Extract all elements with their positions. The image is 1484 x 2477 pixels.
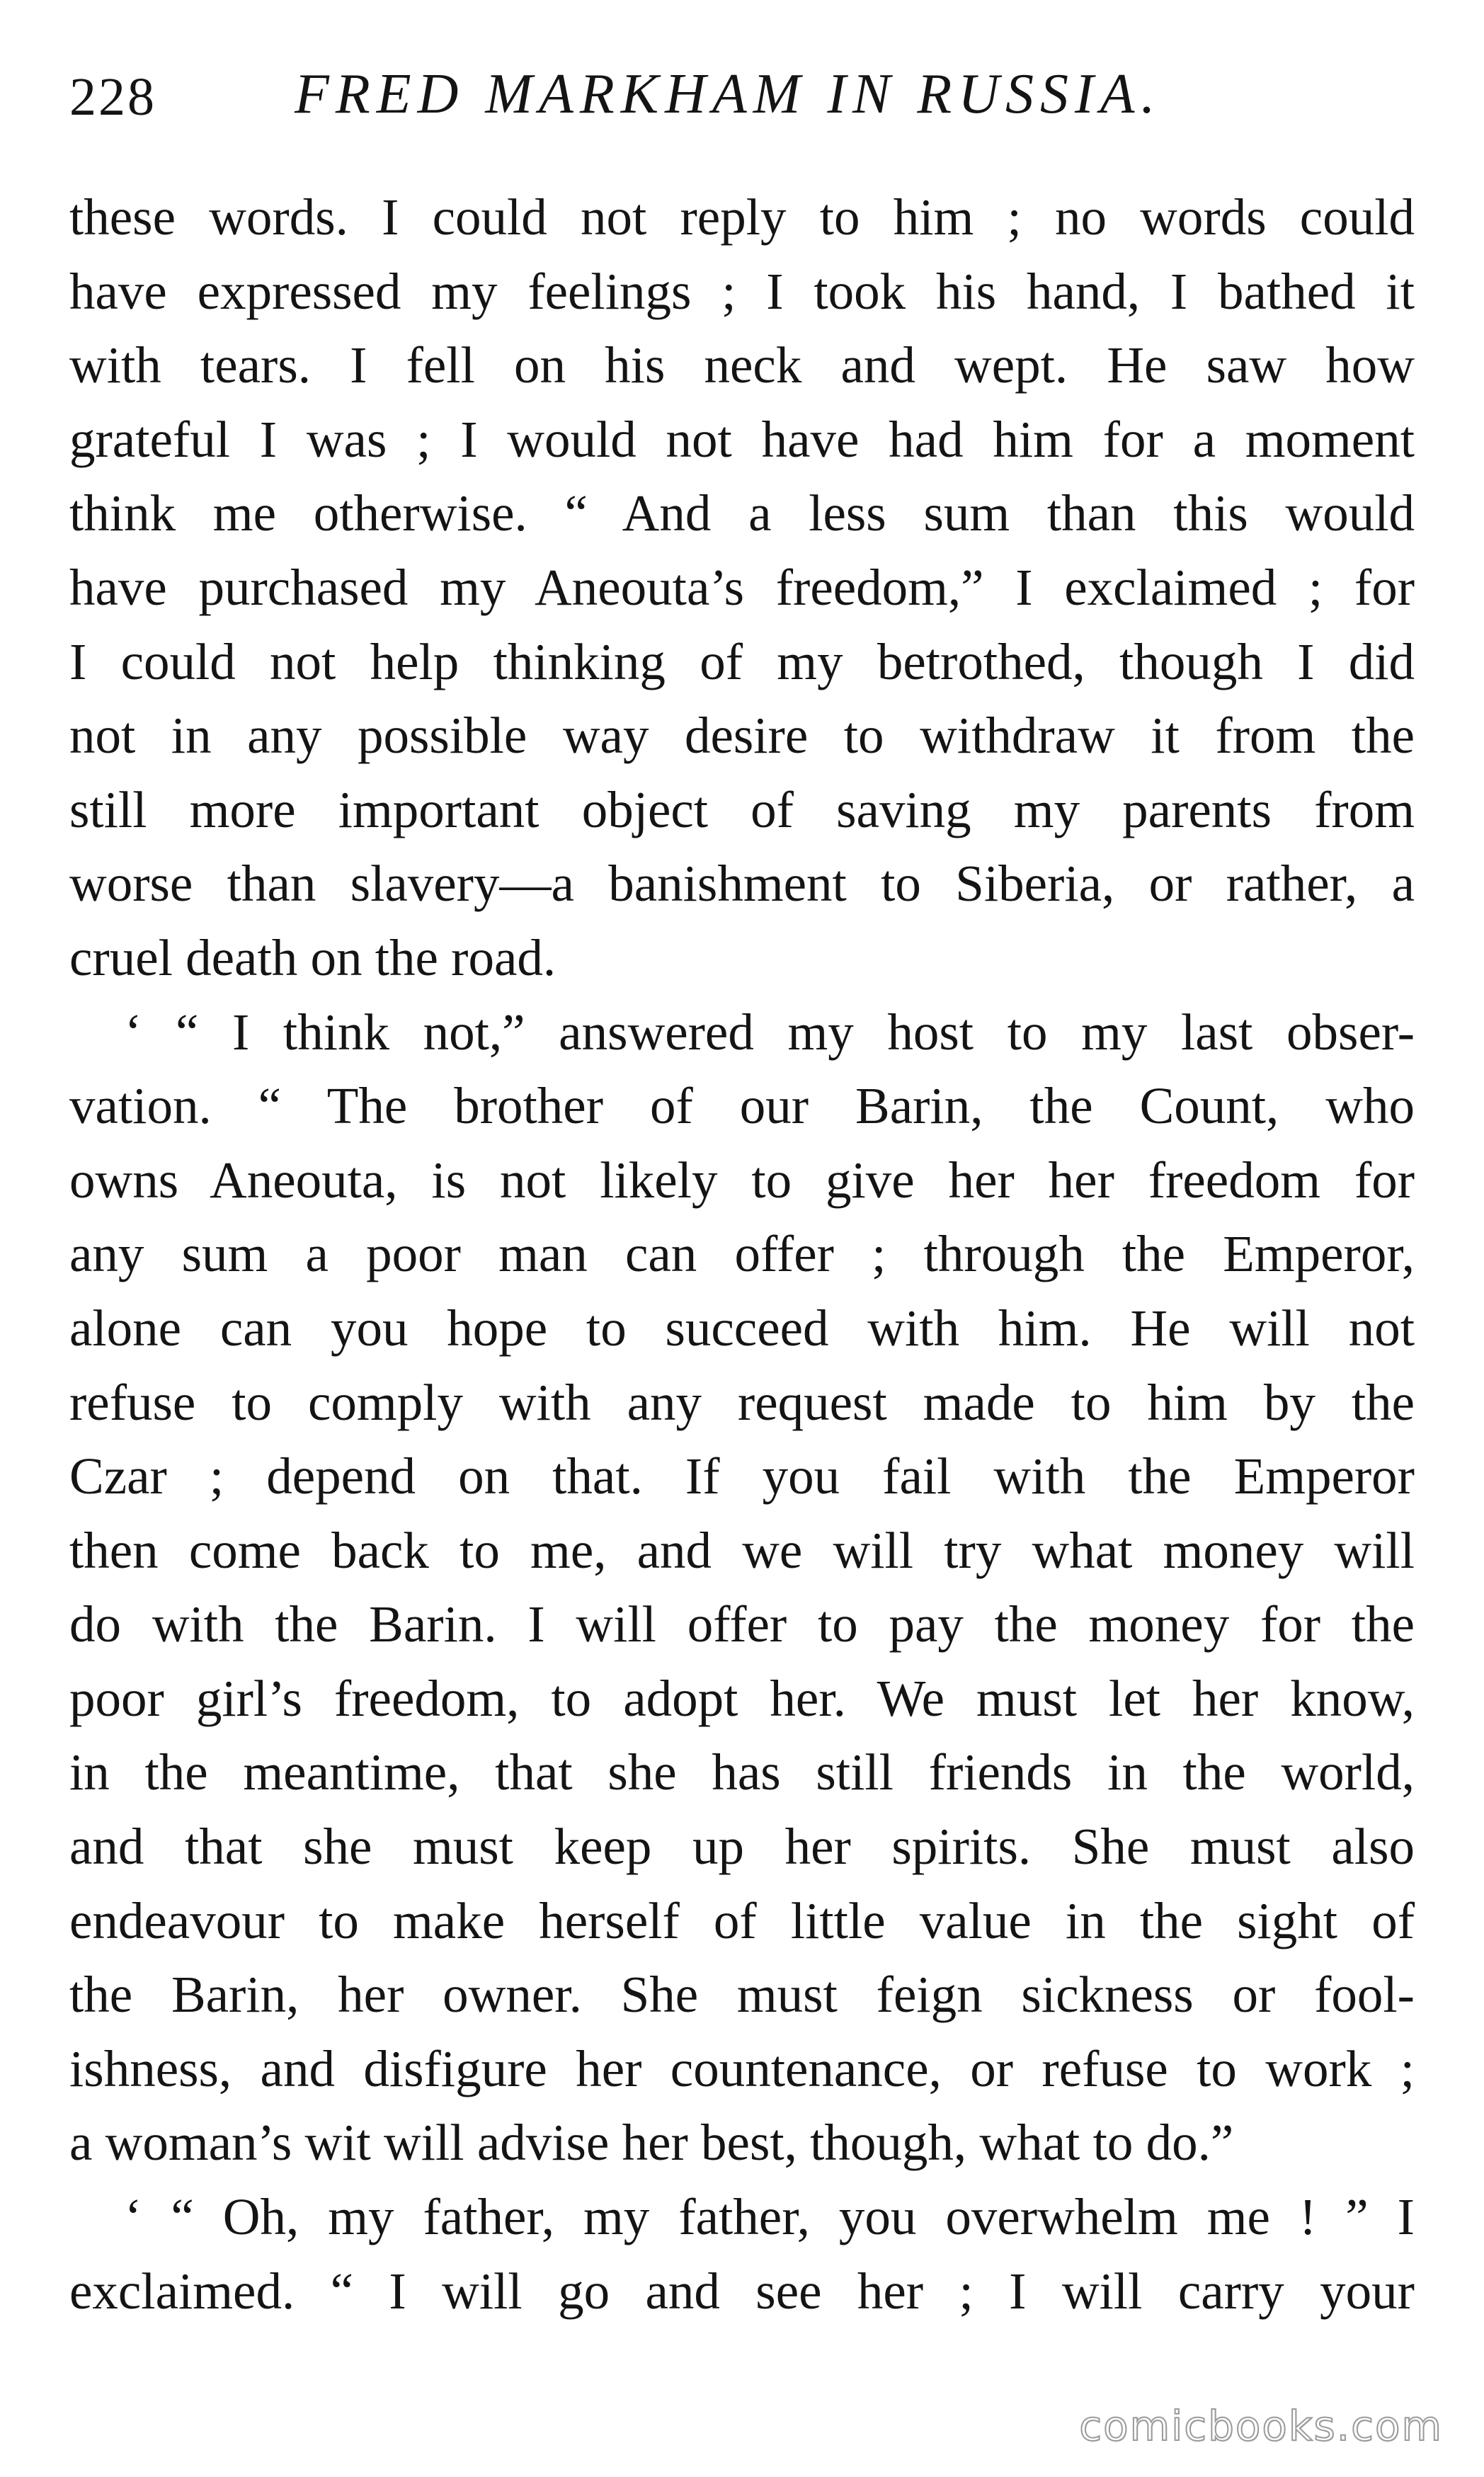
watermark: comicbooks.com bbox=[1079, 2402, 1443, 2450]
text-line: in the meantime, that she has still friends in the world, bbox=[69, 1743, 1415, 1801]
text-line: cruel death on the road. bbox=[69, 928, 556, 986]
text-line: vation. “ The brother of our Barin, the Count, who bbox=[69, 1077, 1415, 1135]
text-line: have expressed my feelings ; I took his hand, I bathed it bbox=[69, 262, 1415, 320]
text-line: still more important object of saving my parents from bbox=[69, 780, 1415, 838]
text-line: owns Aneouta, is not likely to give her her freedom for bbox=[69, 1151, 1415, 1209]
text-line: endeavour to make herself of little value in the sight of bbox=[69, 1891, 1415, 1949]
page-header bbox=[69, 62, 1415, 140]
text-line: then come back to me, and we will try what money will bbox=[69, 1521, 1415, 1579]
text-line: grateful I was ; I would not have had him for a moment bbox=[69, 410, 1415, 468]
text-line: ‘ “ Oh, my father, my father, you overwhelm me ! ” I bbox=[125, 2188, 1415, 2246]
text-line: a woman’s wit will advise her best, though, what to do.” bbox=[69, 2114, 1234, 2172]
text-line: and that she must keep up her spirits. She must also bbox=[69, 1818, 1415, 1876]
text-line: exclaimed. “ I will go and see her ; I will carry your bbox=[69, 2262, 1415, 2320]
text-line: the Barin, her owner. She must feign sickness or fool- bbox=[69, 1966, 1415, 2024]
text-line: any sum a poor man can offer ; through the Emperor, bbox=[69, 1225, 1415, 1283]
text-line: think me otherwise. “ And a less sum than this would bbox=[69, 484, 1415, 542]
text-line: ‘ “ I think not,” answered my host to my last obser- bbox=[125, 1003, 1415, 1061]
text-line: alone can you hope to succeed with him. He will not bbox=[69, 1299, 1415, 1357]
text-line: Czar ; depend on that. If you fail with the Emperor bbox=[69, 1447, 1415, 1505]
text-line: worse than slavery—a banishment to Siberia, or rather, a bbox=[69, 855, 1415, 913]
body-text bbox=[69, 181, 1415, 2328]
text-line: ishness, and disfigure her countenance, or refuse to work ; bbox=[69, 2039, 1415, 2097]
text-line: do with the Barin. I will offer to pay the money for the bbox=[69, 1595, 1415, 1653]
text-line: not in any possible way desire to withdraw it from the bbox=[69, 707, 1415, 765]
text-line: I could not help thinking of my betrothed, though I did bbox=[69, 632, 1415, 690]
text-line: these words. I could not reply to him ; no words could bbox=[69, 188, 1415, 246]
running-title: FRED MARKHAM IN RUSSIA. bbox=[295, 63, 1162, 125]
text-line: refuse to comply with any request made to him by the bbox=[69, 1373, 1415, 1431]
text-line: have purchased my Aneouta’s freedom,” I exclaimed ; for bbox=[69, 558, 1415, 616]
page-number: 228 bbox=[69, 67, 156, 127]
text-line: poor girl’s freedom, to adopt her. We must let her know, bbox=[69, 1669, 1415, 1727]
text-line: with tears. I fell on his neck and wept. He saw how bbox=[69, 336, 1415, 394]
